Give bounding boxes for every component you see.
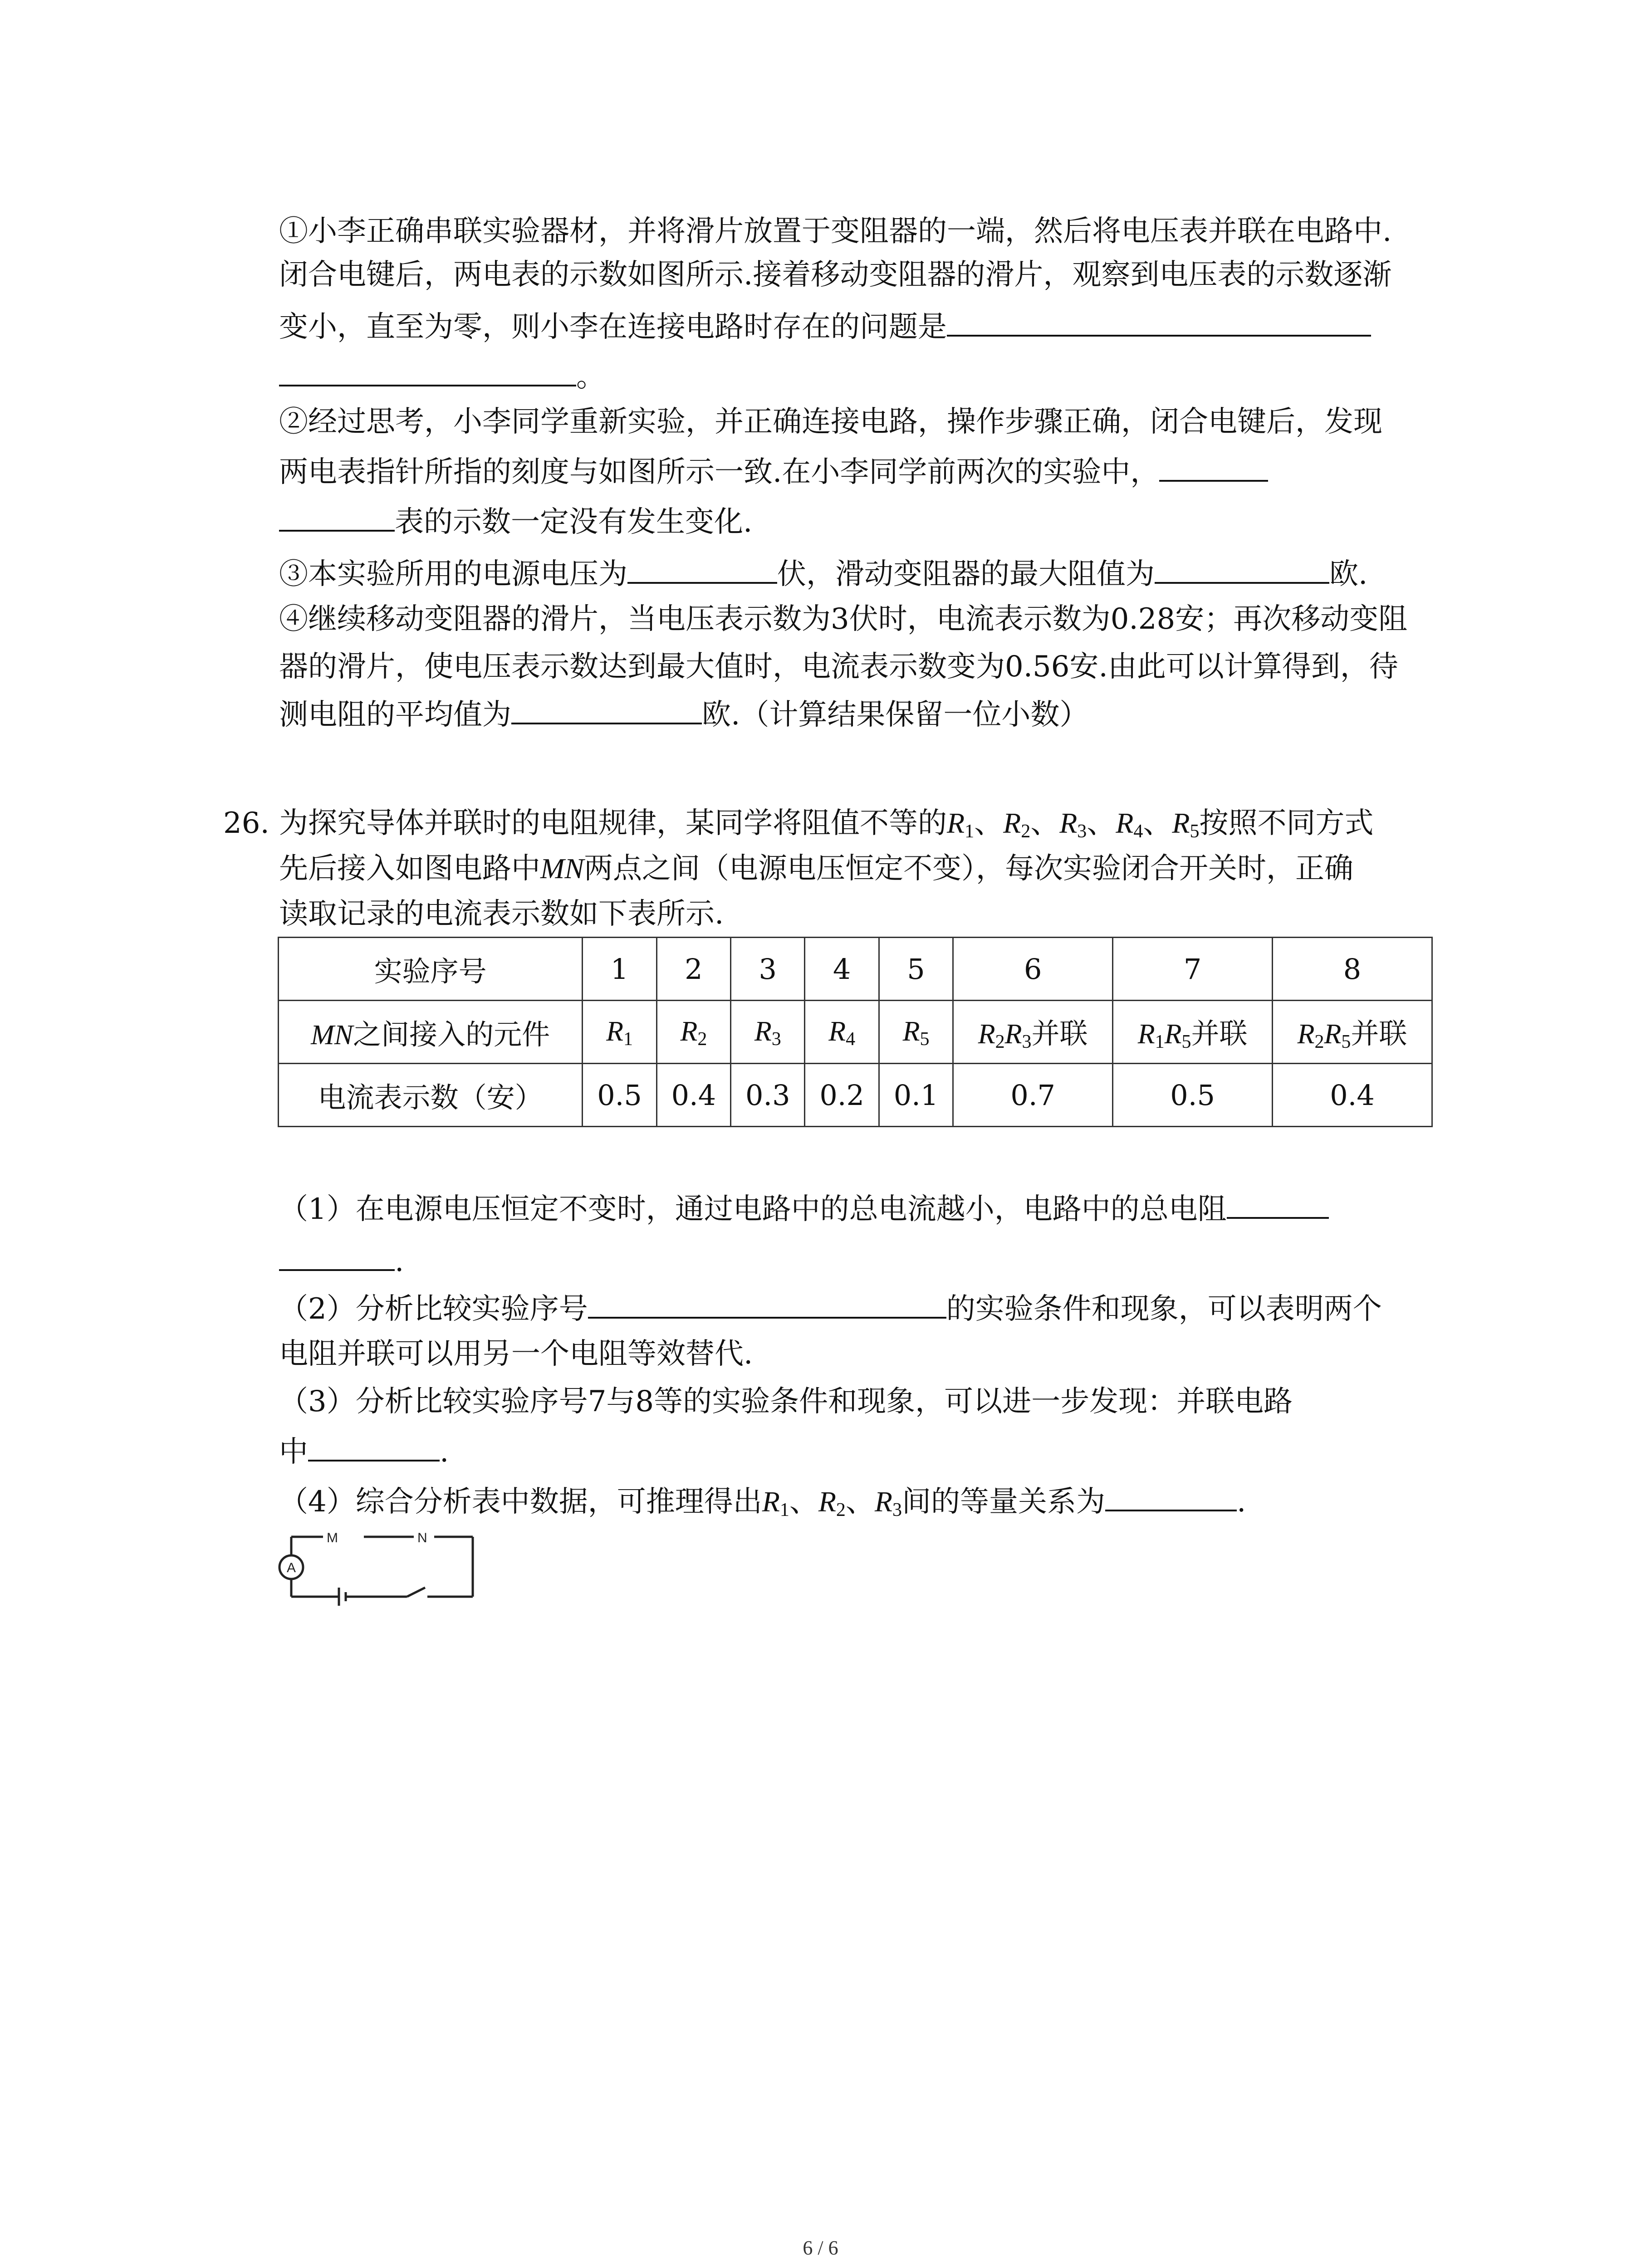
q26-intro-line-3: 读取记录的电流表示数如下表所示. (279, 897, 724, 931)
s1-line-2: . (279, 1243, 404, 1280)
q1-line-3: 变小，直至为零，则小李在连接电路时存在的问题是 (279, 308, 1371, 345)
s4-line: （4）综合分析表中数据，可推理得出$R_1$、$R_2$、$R_3$间的等量关系为 . (279, 1483, 1246, 1528)
question-number: 26. (223, 807, 269, 840)
q4-line-1: ④继续移动变阻器的滑片，当电压表示数为3伏时，电流表示数为0.28安；再次移动变阻 (279, 602, 1408, 636)
answer-blank (279, 503, 395, 532)
s3-line-2: 中 . (279, 1433, 449, 1470)
s2-line-2: 电阻并联可以用另一个电阻等效替代. (279, 1337, 753, 1371)
table-row: MN之间接入的元件 $R_1$ $R_2$ $R_3$ $R_4$ $R_5$ $R_2R_3$并联 $R_1R_5$并联 $R_2R_5$并联 (279, 1001, 1432, 1064)
answer-blank (588, 1290, 946, 1319)
s2-line-1: （2）分析比较实验序号 的实验条件和现象，可以表明两个 (279, 1290, 1382, 1327)
answer-blank (308, 1433, 440, 1461)
q2-line-3: 表的示数一定没有发生变化. (279, 503, 752, 540)
answer-blank (947, 308, 1371, 337)
table-row: 电流表示数（安） 0.5 0.4 0.3 0.2 0.1 0.7 0.5 0.4 (279, 1064, 1432, 1127)
q2-line-1: ②经过思考，小李同学重新实验，并正确连接电路，操作步骤正确，闭合电键后，发现 (279, 405, 1382, 439)
page-number: 6 / 6 (803, 2237, 838, 2259)
answer-blank (1155, 556, 1329, 584)
answer-blank (511, 696, 702, 724)
q2-line-2: 两电表指针所指的刻度与如图所示一致.在小李同学前两次的实验中， (279, 454, 1268, 490)
terminal-m-label: M (327, 1530, 338, 1545)
answer-blank (1227, 1191, 1329, 1219)
data-table (278, 937, 1433, 1127)
q1-line-1: ①小李正确串联实验器材，并将滑片放置于变阻器的一端，然后将电压表并联在电路中. (279, 215, 1392, 248)
answer-blank (279, 358, 576, 386)
q1-line-2: 闭合电键后，两电表的示数如图所示.接着移动变阻器的滑片，观察到电压表的示数逐渐 (279, 258, 1392, 292)
table-row: 实验序号 1 2 3 4 5 6 7 8 (279, 938, 1432, 1001)
answer-blank (279, 1243, 395, 1271)
ammeter-label: A (286, 1560, 296, 1575)
s3-line-1: （3）分析比较实验序号7与8等的实验条件和现象，可以进一步发现：并联电路 (279, 1385, 1293, 1418)
q3-line: ③本实验所用的电源电压为 伏，滑动变阻器的最大阻值为 欧. (279, 556, 1367, 592)
answer-blank (1105, 1483, 1237, 1511)
s1-line-1: （1）在电源电压恒定不变时，通过电路中的总电流越小，电路中的总电阻 (279, 1191, 1329, 1227)
q1-line-4: 。 (279, 358, 605, 395)
q26-intro-line-1: 为探究导体并联时的电阻规律，某同学将阻值不等的$R_1$、$R_2$、$R_3$、$R_4$、$R_5$按照不同方式 (279, 807, 1374, 842)
q4-line-3: 测电阻的平均值为 欧.（计算结果保留一位小数） (279, 696, 1088, 733)
terminal-n-label: N (417, 1530, 427, 1545)
q26-intro-line-2: 先后接入如图电路中MN两点之间（电源电压恒定不变），每次实验闭合开关时，正确 (279, 852, 1353, 885)
circuit-diagram (278, 1529, 486, 1606)
q4-line-2: 器的滑片，使电压表示数达到最大值时，电流表示数变为0.56安.由此可以计算得到，待 (279, 650, 1398, 684)
answer-blank (627, 556, 777, 584)
answer-blank (1159, 454, 1268, 482)
